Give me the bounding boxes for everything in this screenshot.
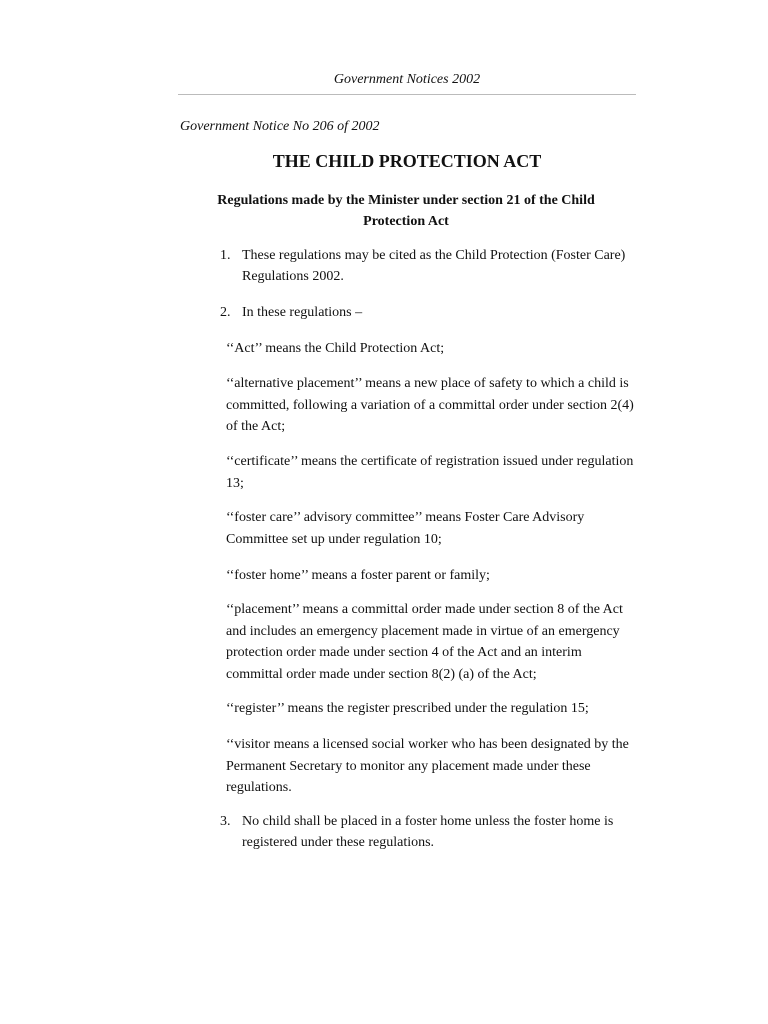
running-header: Government Notices 2002 (333, 72, 481, 87)
regulation-item-2 (220, 302, 630, 323)
document-subtitle: Regulations made by the Minister under section 21 of the Child Protection Act (217, 193, 595, 229)
item-number: 3. (220, 814, 231, 829)
header-divider (178, 94, 636, 95)
definition-act: ‘‘Act’’ means the Child Protection Act; (226, 341, 445, 356)
notice-number: Government Notice No 206 of 2002 (180, 119, 380, 134)
definition-foster-care-advisory-committee: ‘‘foster care’’ advisory committee’’ means Foster Care Advisory Committee set up under regulation 10; (226, 510, 585, 547)
definition-foster-home: ‘‘foster home’’ means a foster parent or family; (226, 568, 490, 583)
item-text: These regulations may be cited as the Child Protection (Foster Care) Regulations 2002. (242, 248, 626, 284)
item-text: In these regulations – (242, 305, 363, 320)
definition-certificate: ‘‘certificate’’ means the certificate of registration issued under regulation 13; (226, 454, 634, 491)
definition-placement: ‘‘placement’’ means a committal order made under section 8 of the Act and includes an emergency placement made in virtue of an emergency protection order made under section 4 of the Act and an interim committal order made under section 8(2) (a) of the Act; (226, 602, 623, 682)
definition-visitor: ‘‘visitor means a licensed social worker who has been designated by the Permanent Secretary to monitor any placement made under these regulations. (226, 737, 629, 795)
item-text: No child shall be placed in a foster home unless the foster home is registered under these regulations. (242, 814, 614, 850)
regulation-item-3 (220, 811, 630, 853)
document-title: THE CHILD PROTECTION ACT (272, 151, 542, 171)
item-number: 1. (220, 248, 231, 263)
regulation-item-1 (220, 245, 630, 287)
definition-register: ‘‘register’’ means the register prescribed under the regulation 15; (226, 701, 589, 716)
definition-alternative-placement: ‘‘alternative placement’’ means a new place of safety to which a child is committed, following a variation of a committal order under section 2(4) of the Act; (226, 376, 634, 434)
item-number: 2. (220, 305, 231, 320)
